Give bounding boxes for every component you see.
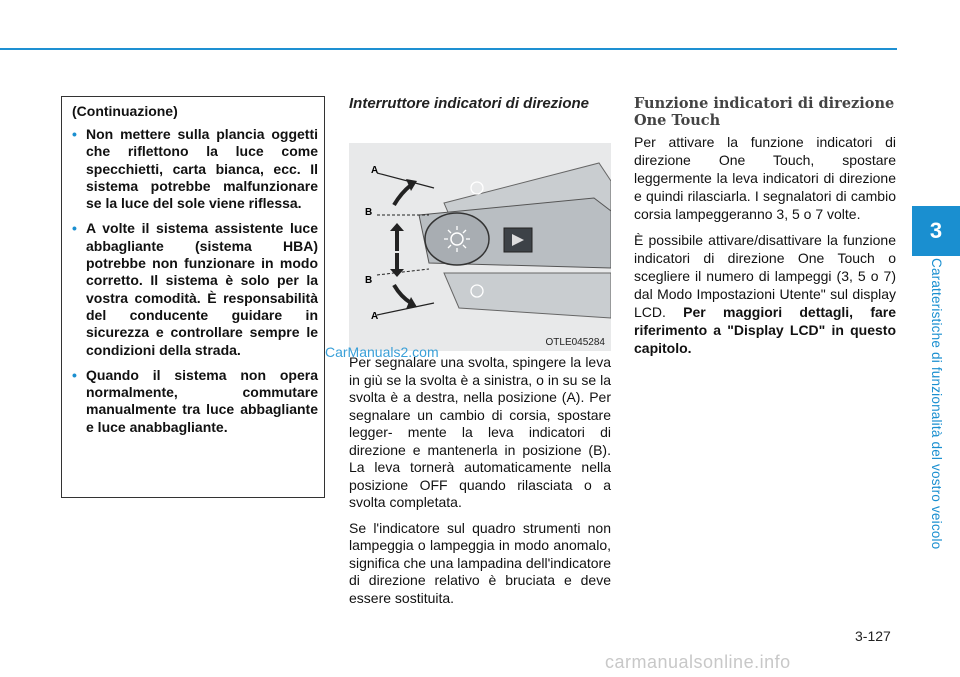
figure-label-b-bottom: B	[365, 275, 373, 286]
warning-box	[61, 96, 325, 498]
warning-heading: (Continuazione)	[72, 103, 178, 119]
warning-item: • Quando il sistema non opera normalmente, commutare manualmente tra luce abbagliante e luce anabbagliante.	[72, 366, 318, 435]
site-watermark: CarManuals2.com	[325, 344, 439, 360]
lever-illustration	[349, 143, 611, 351]
one-touch-body	[634, 133, 896, 365]
warning-item: • Non mettere sulla plancia oggetti che riflettono la luce come specchietti, carta bianca, ecc. Il sistema potrebbe malfunzionare se la luce del sole viene riflessa.	[72, 126, 318, 212]
bullet-icon: •	[72, 126, 77, 142]
chapter-tab	[912, 206, 960, 256]
bullet-icon: •	[72, 366, 77, 383]
chapter-number: 3	[929, 218, 943, 243]
warning-item: • A volte il sistema assistente luce abbagliante (sistema HBA) potrebbe non funzionare in modo corretto. Il sistema è solo per la vostra comodità. È responsabilità del conducente guidare in sicurezza e controllare sempre le condizioni della strada.	[72, 220, 318, 358]
header-rule	[0, 48, 897, 50]
figure-label-a-bottom: A	[371, 311, 379, 322]
section-title-one-touch: Funzione indicatori di direzione One Touch	[634, 95, 895, 129]
paragraph: Se l'indicatore sul quadro strumenti non lampeggia o lampeggia in modo anomalo, significa che una lampadina dell'indicatore di direzione relativo è bruciata e deve essere sostituita.	[349, 519, 611, 606]
chapter-side-title: Caratteristiche di funzionalità del vostro veicolo	[929, 258, 944, 550]
turn-signal-body	[349, 354, 611, 615]
section-title-turn-signal: Interruttore indicatori di direzione	[349, 95, 590, 112]
figure-code: OTLE045284	[545, 337, 605, 348]
paragraph: Per attivare la funzione indicatori di direzione One Touch, spostare leggermente la leva indicatori di direzione e quindi rilasciarla. I segnalatori di cambio corsia lampeggeranno 3, 5 o 7 volte.	[634, 134, 896, 222]
paragraph: Per segnalare una svolta, spingere la leva in giù se la svolta è a sinistra, o in su se la svolta è a destra, nella posizione (A). Per segnalare un cambio di corsia, spostare legger- mente la leva indicatori di direzione e mantenerla in posizione (B). La leva tornerà automaticamente nella posizione OFF quando rilasciata o a svolta completata.	[349, 354, 611, 510]
figure-label-a-top: A	[371, 165, 379, 176]
page-number: 3-127	[855, 628, 891, 644]
figure-label-b-top: B	[365, 207, 373, 218]
warning-list	[72, 126, 318, 436]
reference-note: Per maggiori dettagli, fare riferimento a "Display LCD" in questo capitolo.	[634, 304, 896, 356]
footer-watermark: carmanualsonline.info	[605, 652, 791, 672]
turn-signal-lever-figure	[349, 143, 611, 351]
bullet-icon: •	[72, 220, 77, 237]
paragraph: È possibile attivare/disattivare la funzione indicatori di direzione One Touch o scegliere il numero di lampeggi (3, 5 o 7) dal Modo Impostazioni Utente" sul display LCD. Per maggiori dettagli, fare riferimento a "Display LCD" in questo capitolo.	[634, 232, 896, 356]
